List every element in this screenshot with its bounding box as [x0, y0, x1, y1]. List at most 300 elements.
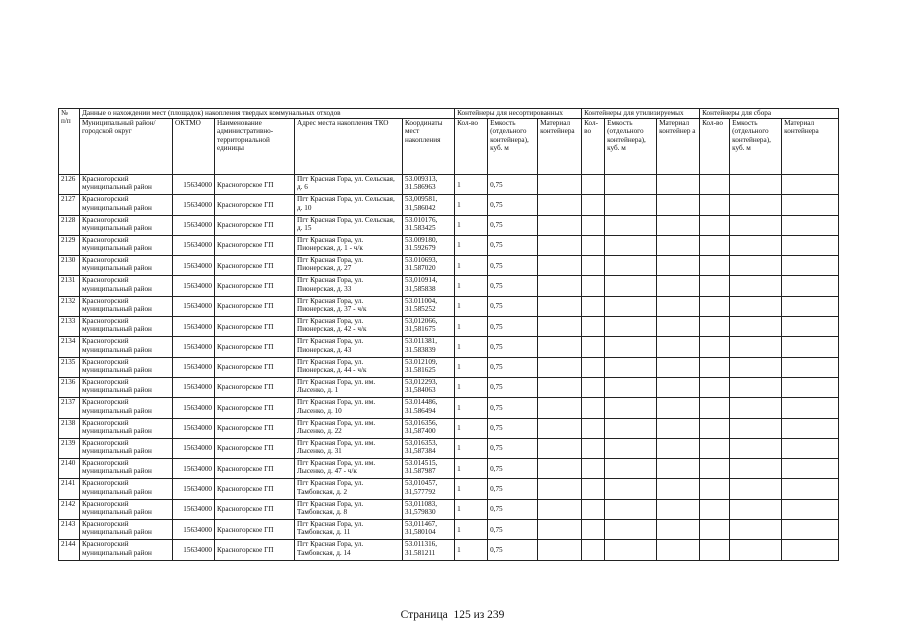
- page-total: 239: [487, 609, 505, 621]
- row-count-recycle: [582, 195, 605, 215]
- row-volume-collect: [730, 540, 782, 560]
- row-count-collect: [700, 479, 730, 499]
- table-row: [59, 175, 839, 195]
- row-oktmo: 15634000: [173, 235, 215, 255]
- row-oktmo: 15634000: [173, 215, 215, 235]
- row-volume-collect: [730, 459, 782, 479]
- row-material-recycle: [657, 276, 700, 296]
- row-material-recycle: [657, 256, 700, 276]
- row-count-collect: [700, 256, 730, 276]
- row-volume: 0,75: [488, 377, 538, 397]
- row-lon: 31.587987: [405, 467, 436, 476]
- row-count-collect: [700, 499, 730, 519]
- row-district: Красногорский муниципальный район: [80, 479, 173, 499]
- table-body: [59, 175, 839, 561]
- row-material: [538, 317, 582, 337]
- row-count: 1: [455, 337, 488, 357]
- row-count: 1: [455, 296, 488, 316]
- row-oktmo: 15634000: [173, 418, 215, 438]
- row-unit: Красногорское ГП: [215, 235, 295, 255]
- row-count-recycle: [582, 479, 605, 499]
- row-number: 2139: [59, 438, 80, 458]
- row-lon: 31,584063: [405, 386, 436, 395]
- row-lat: 53.012109,: [405, 357, 438, 366]
- row-lat: 53.014486,: [405, 398, 438, 407]
- row-volume: 0,75: [488, 215, 538, 235]
- row-volume-collect: [730, 479, 782, 499]
- row-address: Пгт Красная Гора, ул. Тамбовская, д. 2: [295, 479, 403, 499]
- row-lat: 53,012066,: [405, 317, 438, 326]
- row-material: [538, 499, 582, 519]
- row-district: Красногорский муниципальный район: [80, 175, 173, 195]
- header-oktmo: ОКТМО: [173, 119, 215, 175]
- row-material-collect: [782, 256, 839, 276]
- row-lon: 31.583425: [405, 223, 436, 232]
- row-material: [538, 377, 582, 397]
- row-lat: 53,016356,: [405, 418, 438, 427]
- header-district: Муниципальный район/городской округ: [80, 119, 173, 175]
- row-district: Красногорский муниципальный район: [80, 459, 173, 479]
- table-header: [59, 109, 839, 175]
- row-number: 2132: [59, 296, 80, 316]
- row-count: 1: [455, 235, 488, 255]
- row-count-collect: [700, 540, 730, 560]
- row-material-collect: [782, 235, 839, 255]
- row-district: Красногорский муниципальный район: [80, 357, 173, 377]
- document-sheet: [58, 108, 838, 561]
- row-volume-collect: [730, 438, 782, 458]
- row-oktmo: 15634000: [173, 499, 215, 519]
- row-oktmo: 15634000: [173, 296, 215, 316]
- row-count-recycle: [582, 418, 605, 438]
- row-material-collect: [782, 418, 839, 438]
- row-material-collect: [782, 337, 839, 357]
- row-material-recycle: [657, 296, 700, 316]
- row-material: [538, 520, 582, 540]
- row-number: 2142: [59, 499, 80, 519]
- row-number: 2135: [59, 357, 80, 377]
- table-row: [59, 499, 839, 519]
- row-district: Красногорский муниципальный район: [80, 398, 173, 418]
- row-district: Красногорский муниципальный район: [80, 215, 173, 235]
- row-count: 1: [455, 459, 488, 479]
- row-volume: 0,75: [488, 296, 538, 316]
- row-material: [538, 256, 582, 276]
- row-material-recycle: [657, 377, 700, 397]
- row-volume-collect: [730, 195, 782, 215]
- row-count-recycle: [582, 540, 605, 560]
- row-unit: Красногорское ГП: [215, 276, 295, 296]
- row-volume-recycle: [605, 377, 657, 397]
- header-address: Адрес места накопления ТКО: [295, 119, 403, 175]
- row-lat: 53.011004,: [405, 296, 438, 305]
- row-count: 1: [455, 317, 488, 337]
- row-count-recycle: [582, 357, 605, 377]
- row-count-collect: [700, 377, 730, 397]
- row-oktmo: 15634000: [173, 337, 215, 357]
- row-oktmo: 15634000: [173, 256, 215, 276]
- row-unit: Красногорское ГП: [215, 540, 295, 560]
- row-material-recycle: [657, 418, 700, 438]
- row-coords: [403, 499, 455, 519]
- row-material-collect: [782, 520, 839, 540]
- row-address: Пгт Красная Гора, ул. Пионерская, д. 27: [295, 256, 403, 276]
- page-label: Страница: [400, 609, 448, 621]
- table-row: [59, 357, 839, 377]
- table-row: [59, 438, 839, 458]
- row-volume-collect: [730, 317, 782, 337]
- row-volume: 0,75: [488, 540, 538, 560]
- row-volume-collect: [730, 235, 782, 255]
- row-address: Пгт Красная Гора, ул. Тамбовская, д. 11: [295, 520, 403, 540]
- row-material-recycle: [657, 438, 700, 458]
- row-material-collect: [782, 377, 839, 397]
- row-district: Красногорский муниципальный район: [80, 438, 173, 458]
- row-district: Красногорский муниципальный район: [80, 256, 173, 276]
- header-row-columns: [59, 119, 839, 175]
- row-material-collect: [782, 357, 839, 377]
- row-volume: 0,75: [488, 317, 538, 337]
- row-lon: 31.585252: [405, 305, 436, 314]
- row-material-recycle: [657, 215, 700, 235]
- row-number: 2126: [59, 175, 80, 195]
- row-material-recycle: [657, 479, 700, 499]
- row-coords: [403, 540, 455, 560]
- row-oktmo: 15634000: [173, 398, 215, 418]
- header-material-unsorted: Материал контейнера: [538, 119, 582, 175]
- row-coords: [403, 459, 455, 479]
- header-row-groups: [59, 109, 839, 119]
- row-number: 2137: [59, 398, 80, 418]
- row-volume-recycle: [605, 235, 657, 255]
- row-count: 1: [455, 276, 488, 296]
- header-volume-recycle: Емкость (отдельного контейнера), куб. м: [605, 119, 657, 175]
- row-count-recycle: [582, 175, 605, 195]
- row-lon: 31,580104: [405, 528, 436, 537]
- row-count: 1: [455, 377, 488, 397]
- row-lat: 53.009180,: [405, 235, 438, 244]
- row-volume-recycle: [605, 520, 657, 540]
- row-oktmo: 15634000: [173, 175, 215, 195]
- row-lat: 53.009313,: [405, 175, 438, 183]
- row-count: 1: [455, 540, 488, 560]
- header-group-recycle: Контейнеры для утилизируемых: [582, 109, 700, 119]
- row-coords: [403, 296, 455, 316]
- row-unit: Красногорское ГП: [215, 377, 295, 397]
- row-material: [538, 438, 582, 458]
- table-row: [59, 195, 839, 215]
- row-district: Красногорский муниципальный район: [80, 296, 173, 316]
- row-count: 1: [455, 418, 488, 438]
- row-lat: 53.011316,: [405, 540, 438, 549]
- row-number: 2141: [59, 479, 80, 499]
- row-volume: 0,75: [488, 418, 538, 438]
- row-volume: 0,75: [488, 276, 538, 296]
- table-row: [59, 256, 839, 276]
- row-volume-recycle: [605, 540, 657, 560]
- row-count-collect: [700, 418, 730, 438]
- row-lon: 31.583839: [405, 345, 436, 354]
- row-district: Красногорский муниципальный район: [80, 377, 173, 397]
- row-number: 2131: [59, 276, 80, 296]
- row-material: [538, 540, 582, 560]
- row-coords: [403, 479, 455, 499]
- row-material: [538, 175, 582, 195]
- row-lon: 31,579830: [405, 508, 436, 517]
- row-unit: Красногорское ГП: [215, 418, 295, 438]
- row-count-collect: [700, 459, 730, 479]
- row-material-recycle: [657, 195, 700, 215]
- row-coords: [403, 438, 455, 458]
- row-volume: 0,75: [488, 337, 538, 357]
- row-oktmo: 15634000: [173, 357, 215, 377]
- table-row: [59, 337, 839, 357]
- row-address: Пгт Красная Гора, ул. Сельская, д. 10: [295, 195, 403, 215]
- row-count: 1: [455, 479, 488, 499]
- header-coords: Координаты мест накопления: [403, 119, 455, 175]
- table-row: [59, 418, 839, 438]
- row-material-recycle: [657, 459, 700, 479]
- row-address: Пгт Красная Гора, ул. Пионерская, д. 44 - ч/к: [295, 357, 403, 377]
- row-lat: 53.010176,: [405, 215, 438, 224]
- row-count-collect: [700, 317, 730, 337]
- row-lon: 31.587020: [405, 264, 436, 273]
- row-coords: [403, 195, 455, 215]
- row-district: Красногорский муниципальный район: [80, 195, 173, 215]
- row-coords: [403, 276, 455, 296]
- row-coords: [403, 377, 455, 397]
- row-material-collect: [782, 438, 839, 458]
- page-of: из: [473, 609, 485, 621]
- row-material-recycle: [657, 317, 700, 337]
- row-material-recycle: [657, 357, 700, 377]
- row-material-collect: [782, 499, 839, 519]
- row-lon: 31,585838: [405, 284, 436, 293]
- row-volume-recycle: [605, 357, 657, 377]
- row-material: [538, 337, 582, 357]
- row-volume-recycle: [605, 479, 657, 499]
- row-material-recycle: [657, 337, 700, 357]
- row-volume-recycle: [605, 418, 657, 438]
- row-number: 2136: [59, 377, 80, 397]
- header-number: № п/п: [59, 109, 80, 175]
- row-district: Красногорский муниципальный район: [80, 235, 173, 255]
- row-material: [538, 276, 582, 296]
- row-lat: 53,010914,: [405, 276, 438, 285]
- row-district: Красногорский муниципальный район: [80, 276, 173, 296]
- page-footer: [0, 609, 905, 621]
- row-coords: [403, 418, 455, 438]
- row-volume-recycle: [605, 459, 657, 479]
- row-lat: 53,012293,: [405, 377, 438, 386]
- row-unit: Красногорское ГП: [215, 256, 295, 276]
- row-address: Пгт Красная Гора, ул. Тамбовская, д. 8: [295, 499, 403, 519]
- row-count: 1: [455, 215, 488, 235]
- waste-sites-table: [58, 108, 839, 561]
- row-unit: Красногорское ГП: [215, 357, 295, 377]
- table-row: [59, 215, 839, 235]
- row-unit: Красногорское ГП: [215, 195, 295, 215]
- row-unit: Красногорское ГП: [215, 317, 295, 337]
- row-oktmo: 15634000: [173, 438, 215, 458]
- row-count-recycle: [582, 235, 605, 255]
- row-material-collect: [782, 276, 839, 296]
- row-oktmo: 15634000: [173, 540, 215, 560]
- row-lon: 31.586963: [405, 183, 436, 192]
- row-unit: Красногорское ГП: [215, 438, 295, 458]
- header-count-collect: Кол-во: [700, 119, 730, 175]
- row-address: Пгт Красная Гора, ул. Пионерская, д. 33: [295, 276, 403, 296]
- row-oktmo: 15634000: [173, 195, 215, 215]
- row-coords: [403, 520, 455, 540]
- row-lon: 31,586042: [405, 203, 436, 212]
- row-volume-collect: [730, 418, 782, 438]
- row-number: 2143: [59, 520, 80, 540]
- row-unit: Красногорское ГП: [215, 215, 295, 235]
- row-count-collect: [700, 398, 730, 418]
- row-volume-collect: [730, 215, 782, 235]
- row-coords: [403, 256, 455, 276]
- table-row: [59, 235, 839, 255]
- row-volume: 0,75: [488, 398, 538, 418]
- table-row: [59, 459, 839, 479]
- row-unit: Красногорское ГП: [215, 499, 295, 519]
- row-count-recycle: [582, 276, 605, 296]
- row-volume: 0,75: [488, 438, 538, 458]
- row-count-recycle: [582, 398, 605, 418]
- row-material: [538, 418, 582, 438]
- row-lat: 53,016353,: [405, 438, 438, 447]
- row-lat: 53,009581,: [405, 195, 438, 204]
- row-coords: [403, 175, 455, 195]
- header-volume-collect: Емкость (отдельного контейнера), куб. м: [730, 119, 782, 175]
- row-volume: 0,75: [488, 357, 538, 377]
- row-coords: [403, 235, 455, 255]
- row-count-recycle: [582, 337, 605, 357]
- row-material-collect: [782, 296, 839, 316]
- row-volume-recycle: [605, 276, 657, 296]
- row-volume: 0,75: [488, 479, 538, 499]
- row-unit: Красногорское ГП: [215, 296, 295, 316]
- row-volume-recycle: [605, 438, 657, 458]
- row-number: 2138: [59, 418, 80, 438]
- row-volume-recycle: [605, 175, 657, 195]
- row-lon: 31,587384: [405, 447, 436, 456]
- row-count-collect: [700, 438, 730, 458]
- row-lat: 53,011467,: [405, 520, 438, 529]
- row-lat: 53,011083,: [405, 499, 438, 508]
- row-number: 2134: [59, 337, 80, 357]
- row-material-recycle: [657, 235, 700, 255]
- header-group-location: Данные о нахождении мест (площадок) накопления твердых коммунальных отходов: [80, 109, 455, 119]
- row-material-collect: [782, 175, 839, 195]
- row-material-collect: [782, 215, 839, 235]
- row-volume: 0,75: [488, 459, 538, 479]
- row-lon: 31.592679: [405, 244, 436, 253]
- row-district: Красногорский муниципальный район: [80, 499, 173, 519]
- row-oktmo: 15634000: [173, 317, 215, 337]
- row-material: [538, 459, 582, 479]
- row-material-collect: [782, 195, 839, 215]
- header-group-collect: Контейнеры для сбора: [700, 109, 839, 119]
- row-count: 1: [455, 398, 488, 418]
- row-district: Красногорский муниципальный район: [80, 520, 173, 540]
- row-volume: 0,75: [488, 520, 538, 540]
- row-material: [538, 357, 582, 377]
- row-count-recycle: [582, 215, 605, 235]
- row-coords: [403, 398, 455, 418]
- row-oktmo: 15634000: [173, 479, 215, 499]
- row-volume-collect: [730, 337, 782, 357]
- row-volume-recycle: [605, 215, 657, 235]
- row-volume: 0,75: [488, 256, 538, 276]
- row-lon: 31,581675: [405, 325, 436, 334]
- header-count-recycle: Кол-во: [582, 119, 605, 175]
- row-count-collect: [700, 296, 730, 316]
- header-count-unsorted: Кол-во: [455, 119, 488, 175]
- row-address: Пгт Красная Гора, ул. Пионерская, д. 1 - ч/к: [295, 235, 403, 255]
- row-volume-collect: [730, 296, 782, 316]
- row-count-recycle: [582, 317, 605, 337]
- row-count-collect: [700, 276, 730, 296]
- row-count: 1: [455, 499, 488, 519]
- table-row: [59, 317, 839, 337]
- row-count-collect: [700, 175, 730, 195]
- row-count-recycle: [582, 438, 605, 458]
- header-material-collect: Материал контейнера: [782, 119, 839, 175]
- row-count-recycle: [582, 499, 605, 519]
- row-unit: Красногорское ГП: [215, 459, 295, 479]
- row-count-recycle: [582, 377, 605, 397]
- row-volume-collect: [730, 520, 782, 540]
- row-count: 1: [455, 175, 488, 195]
- row-volume-recycle: [605, 296, 657, 316]
- row-material: [538, 215, 582, 235]
- row-count-collect: [700, 357, 730, 377]
- row-count-collect: [700, 215, 730, 235]
- row-address: Пгт Красная Гора, ул. Сельская, д. 6: [295, 175, 403, 195]
- row-count: 1: [455, 520, 488, 540]
- row-lon: 31,587400: [405, 426, 436, 435]
- row-district: Красногорский муниципальный район: [80, 317, 173, 337]
- row-volume-collect: [730, 256, 782, 276]
- page-current: 125: [453, 609, 471, 621]
- row-volume-collect: [730, 398, 782, 418]
- row-unit: Красногорское ГП: [215, 520, 295, 540]
- row-material-recycle: [657, 499, 700, 519]
- row-material-collect: [782, 459, 839, 479]
- row-count-collect: [700, 235, 730, 255]
- row-address: Пгт Красная Гора, ул. Пионерская, д. 43: [295, 337, 403, 357]
- row-count-recycle: [582, 520, 605, 540]
- row-count-collect: [700, 337, 730, 357]
- row-material-collect: [782, 317, 839, 337]
- row-material-recycle: [657, 520, 700, 540]
- row-oktmo: 15634000: [173, 377, 215, 397]
- row-address: Пгт Красная Гора, ул. им. Лысенко, д. 1: [295, 377, 403, 397]
- row-number: 2133: [59, 317, 80, 337]
- table-row: [59, 520, 839, 540]
- row-lat: 53,010457,: [405, 479, 438, 488]
- row-address: Пгт Красная Гора, ул. им. Лысенко, д. 22: [295, 418, 403, 438]
- row-material: [538, 235, 582, 255]
- header-material-recycle: Материал контейнер а: [657, 119, 700, 175]
- row-address: Пгт Красная Гора, ул. Сельская, д. 15: [295, 215, 403, 235]
- row-coords: [403, 215, 455, 235]
- table-row: [59, 276, 839, 296]
- row-count: 1: [455, 438, 488, 458]
- row-volume-recycle: [605, 337, 657, 357]
